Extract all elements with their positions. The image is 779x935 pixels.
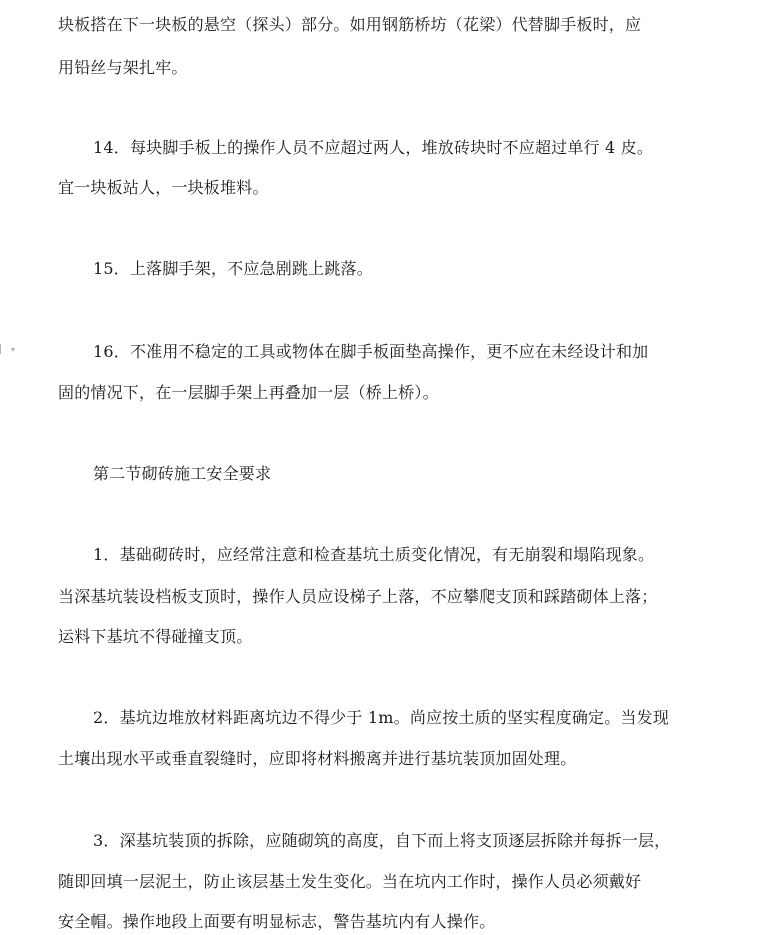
chevron-down-icon: ▾ — [11, 344, 16, 354]
paragraph-line: 运料下基坑不得碰撞支顶。 — [58, 627, 253, 646]
paragraph-line: 1．基础砌砖时，应经常注意和检查基坑土质变化情况，有无崩裂和塌陷现象。 — [93, 545, 655, 564]
paragraph-line: 3．深基坑装顶的拆除，应随砌筑的高度，自下而上将支顶逐层拆除并每拆一层， — [93, 831, 671, 850]
paragraph-line: 宜一块板站人，一块板堆料。 — [58, 178, 269, 197]
paragraph-line: 当深基坑装设档板支顶时，操作人员应设梯子上落，不应攀爬支顶和踩踏砌体上落； — [58, 587, 658, 606]
paragraph-line: 14．每块脚手板上的操作人员不应超过两人，堆放砖块时不应超过单行 4 皮。 — [93, 138, 654, 157]
paragraph-line: 块板搭在下一块板的悬空（探头）部分。如用钢筋桥坊（花梁）代替脚手板时，应 — [58, 15, 642, 34]
paragraph-line: 固的情况下，在一层脚手架上再叠加一层（桥上桥）。 — [58, 383, 439, 402]
paragraph-line: 2．基坑边堆放材料距离坑边不得少于 1m。尚应按土质的坚实程度确定。当发现 — [93, 708, 670, 727]
paragraph-line: 随即回填一层泥土，防止该层基土发生变化。当在坑内工作时，操作人员必须戴好 — [58, 872, 642, 891]
section-heading: 第二节砌砖施工安全要求 — [93, 464, 272, 483]
paragraph-line: 安全帽。操作地段上面要有明显标志，警告基坑内有人操作。 — [58, 912, 496, 931]
paragraph-anchor-icon — [0, 344, 8, 354]
paragraph-line: 16．不准用不稳定的工具或物体在脚手板面垫高操作，更不应在未经设计和加 — [93, 342, 649, 361]
paragraph-line: 土壤出现水平或垂直裂缝时，应即将材料搬离并进行基坑装顶加固处理。 — [58, 749, 577, 768]
paragraph-line: 15．上落脚手架，不应急剧跳上跳落。 — [93, 259, 373, 278]
paragraph-line: 用铅丝与架扎牢。 — [58, 58, 188, 77]
margin-anchor-marker[interactable] — [0, 342, 20, 356]
